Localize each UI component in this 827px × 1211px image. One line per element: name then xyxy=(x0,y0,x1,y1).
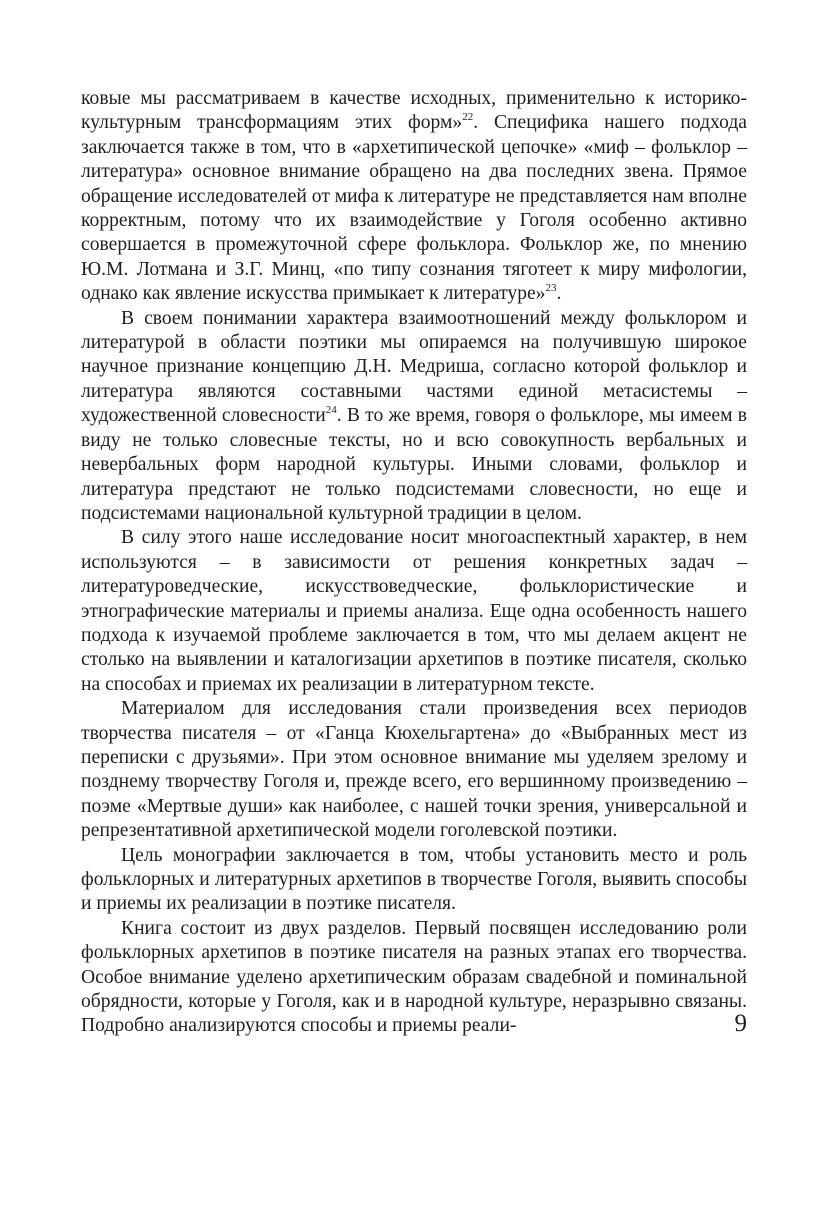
paragraph-4: Материалом для исследования стали произведения всех периодов творчества писателя – от «Ганца Кюхельгартена» до «Выбранных мест из переписки с друзьями». При этом основное внимание мы уделяем зрелому и позднему творчеству Гоголя и, прежде всего, его вершинному произведению – поэме «Мертвые души» как наиболее, с нашей точки зрения, универсальной и репрезентативной архетипической модели гоголевской поэтики. xyxy=(81,698,747,842)
paragraph-5: Цель монографии заключается в том, чтобы установить место и роль фольклорных и литературных архетипов в творчестве Гоголя, выявить способы и приемы их реализации в поэтике писателя. xyxy=(81,844,747,915)
footnote-ref-23[interactable]: 23 xyxy=(545,281,557,294)
paragraph-1 xyxy=(81,87,747,307)
paragraph-6: Книга состоит из двух разделов. Первый посвящен исследованию роли фольклорных архетипов в поэтике писателя на разных этапах его творчества. Особое внимание уделено архетипическим образам свадебной и поминальной обрядности, которые у Гоголя, как и в народной культуре, неразрывно связаны. Подробно анализируются способы и приемы реали- xyxy=(81,917,747,1037)
page-body xyxy=(81,87,747,1039)
footnote-ref-24[interactable]: 24 xyxy=(325,403,337,416)
paragraph-1-text-b: . Специфика нашего подхода заключается также в том, что в «архетипической цепочке» «миф – фольклор – литература» основное внимание обращено на два последних звена. Прямое обращение исследователей от мифа к литературе не представляется нам вполне корректным, потому что их взаимодействие у Гоголя особенно активно совершается в промежуточной сфере фольклора. Фольклор же, по мнению Ю.М. Лотмана и З.Г. Минц, «по типу сознания тяготеет к миру мифологии, однако как явление искусства примыкает к литературе» xyxy=(81,112,747,305)
paragraph-3: В силу этого наше исследование носит многоаспектный характер, в нем используются – в зависимости от решения конкретных задач – литературоведческие, искусствоведческие, фольклористические и этнографические материалы и приемы анализа. Еще одна особенность нашего подхода к изучаемой проблеме заключается в том, что мы делаем акцент не столько на выявлении и каталогизации архетипов в поэтике писателя, сколько на способах и приемах их реализации в литературном тексте. xyxy=(81,527,747,695)
paragraph-2-text-a: В своем понимании характера взаимоотношений между фольклором и литературой в области поэтики мы опираемся на получившую широкое научное признание концепцию Д.Н. Медриша, согласно которой фольклор и литература являются составными частями единой метасистемы – художественной словесности xyxy=(81,307,747,427)
page-number: 9 xyxy=(734,1010,747,1037)
paragraph-2 xyxy=(81,307,747,527)
paragraph-2-text-b: . В то же время, говоря о фольклоре, мы имеем в виду не только словесные тексты, но и всю совокупность вербальных и невербальных форм народной культуры. Иными словами, фольклор и литература предстают не только подсистемами словесности, но еще и подсистемами национальной культурной традиции в целом. xyxy=(81,405,747,524)
paragraph-1-text-a: ковые мы рассматриваем в качестве исходных, применительно к историко-культурным трансформациям этих форм» xyxy=(81,88,747,134)
paragraph-1-text-c: . xyxy=(556,283,562,305)
footnote-ref-22[interactable]: 22 xyxy=(462,110,474,123)
